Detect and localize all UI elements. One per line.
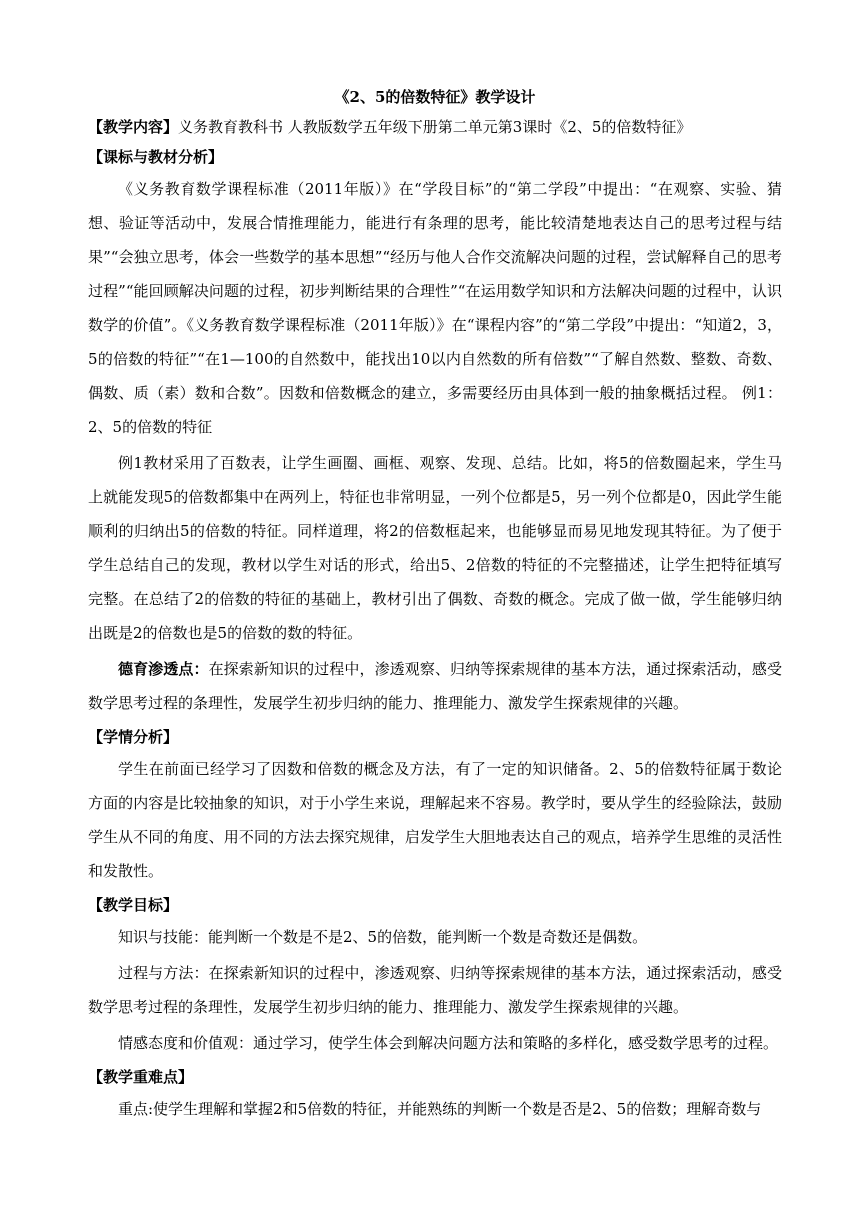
students-paragraph: 学生在前面已经学习了因数和倍数的概念及方法，有了一定的知识储备。2、5的倍数特征属于数论方面的内容是比较抽象的知识，对于小学生来说，理解起来不容易。教学时，要从学生的经验除法，鼓励学生从不同的角度、用不同的方法去探究规律，启发学生大胆地表达自己的观点，培养学生思维的灵活性和发散性。 (88, 760, 782, 880)
moral-education-paragraph (88, 652, 782, 720)
document-title: 《2、5的倍数特征》教学设计 (334, 88, 536, 106)
teaching-content-label: 【教学内容】 (88, 118, 179, 136)
goal-knowledge-paragraph: 知识与技能：能判断一个数是不是2、5的倍数，能判断一个数是奇数还是偶数。 (118, 928, 648, 946)
analysis-paragraph-2: 例1教材采用了百数表，让学生画圈、画框、观察、发现、总结。比如，将5的倍数圈起来，学生马上就能发现5的倍数都集中在两列上，特征也非常明显，一列个位都是5，另一列个位都是0，因此学生能顺利的归纳出5的倍数的特征。同样道理，将2的倍数框起来，也能够显而易见地发现其特征。为了便于学生总结自己的发现，教材以学生对话的形式，给出5、2倍数的特征的不完整描述，让学生把特征填写完整。在总结了2的倍数的特征的基础上，教材引出了偶数、奇数的概念。完成了做一做，学生能够归纳出既是2的倍数也是5的倍数的数的特征。 (88, 454, 782, 642)
goal-emotion-paragraph: 情感态度和价值观：通过学习，使学生体会到解决问题方法和策略的多样化，感受数学思考的过程。 (118, 1034, 779, 1052)
moral-education-text: 在探索新知识的过程中，渗透观察、归纳等探索规律的基本方法，通过探索活动，感受数学思考过程的条理性，发展学生初步归纳的能力、推理能力、激发学生探索规律的兴趣。 (88, 660, 782, 712)
analysis-paragraph-1: 《义务教育数学课程标准（2011年版）》在“学段目标”的“第二学段”中提出：“在观察、实验、猜想、验证等活动中，发展合情推理能力，能进行有条理的思考，能比较清楚地表达自己的思考过程与结果”“会独立思考，体会一些数学的基本思想”“经历与他人合作交流解决问题的过程，尝试解释自己的思考过程”“能回顾解决问题的过程，初步判断结果的合理性”“在运用数学知识和方法解决问题的过程中，认识数学的价值”。《义务教育数学课程标准（2011年版）》在“课程内容”的“第二学段”中提出：“知道2，3，5的倍数的特征”“在1—100的自然数中，能找出10以内自然数的所有倍数”“了解自然数、整数、奇数、偶数、质（素）数和合数”。因数和倍数概念的建立，多需要经历由具体到一般的抽象概括过程。 例1：2、5的倍数的特征 (88, 180, 782, 436)
moral-education-label: 德育渗透点： (118, 660, 209, 678)
goal-process-paragraph: 过程与方法：在探索新知识的过程中，渗透观察、归纳等探索规律的基本方法，通过探索活动，感受数学思考过程的条理性，发展学生初步归纳的能力、推理能力、激发学生探索规律的兴趣。 (88, 964, 782, 1016)
goals-heading: 【教学目标】 (88, 896, 179, 914)
analysis-heading: 【课标与教材分析】 (88, 148, 224, 166)
key-points-paragraph: 重点:使学生理解和掌握2和5倍数的特征，并能熟练的判断一个数是否是2、5的倍数；理解奇数与 (118, 1100, 762, 1118)
teaching-content-line (88, 114, 782, 140)
key-points-heading: 【教学重难点】 (88, 1068, 194, 1086)
teaching-content-text: 义务教育教科书 人教版数学五年级下册第二单元第3课时《2、5的倍数特征》 (178, 118, 692, 136)
students-heading: 【学情分析】 (88, 728, 179, 746)
document-page (88, 86, 782, 1126)
